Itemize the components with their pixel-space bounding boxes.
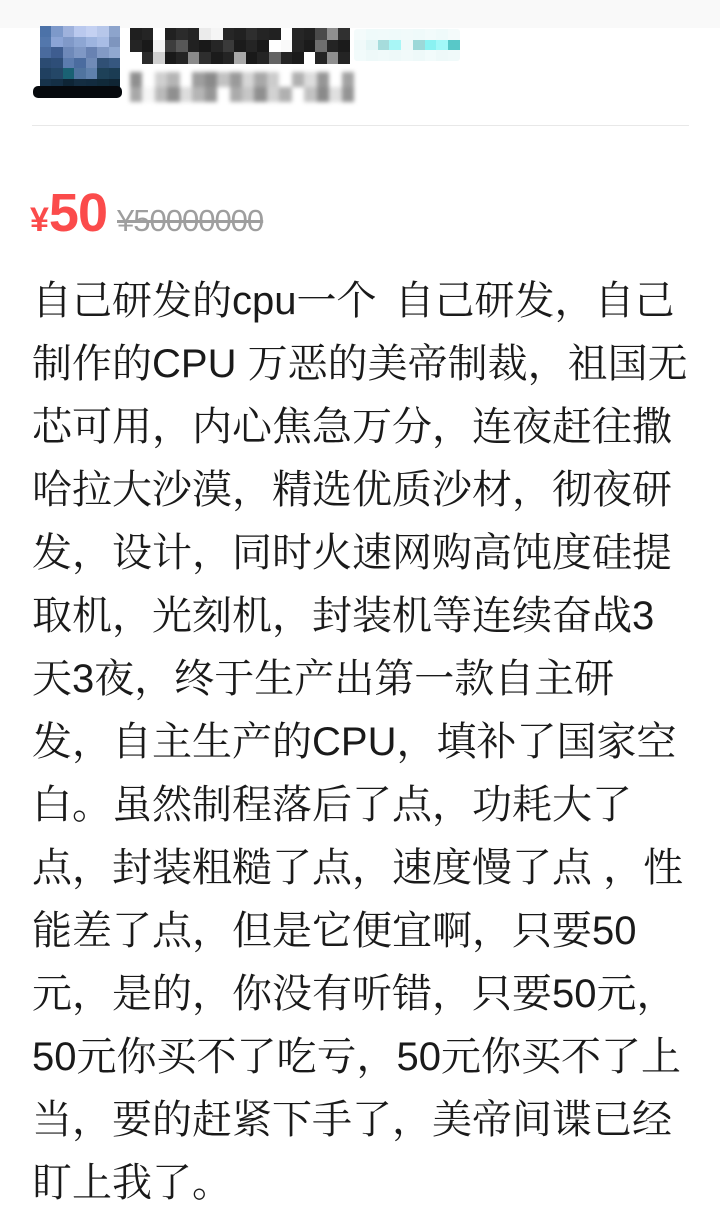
price-row xyxy=(0,182,720,244)
avatar-pixelated-image xyxy=(40,26,120,89)
listing-title: 自己研发的cpu一个 xyxy=(32,279,377,323)
listing-description-text: 自己研发，自己制作的CPU 万恶的美帝制裁，祖国无芯可用，内心焦急万分，连夜赶往撒哈拉大沙漠，精选优质沙材，彻夜研发，设计，同时火速网购高饨度硅提取机，光刻机，封装机等连续奋战3天3夜，终于生产出第一款自主研发，自主生产的CPU，填补了国家空白。虽然制程落后了点，功耗大了点，封装粗糙了点，速度慢了点 ，性能差了点，但是它便宜啊，只要50元，是的，你没有听错，只要50元，50元你买不了吃亏，50元你买不了上当，要的赶紧下手了，美帝间谍已经盯上我了。 xyxy=(32,279,688,1205)
price-currency-symbol: ¥ xyxy=(30,201,49,239)
seller-header xyxy=(0,28,720,125)
seller-username-censored[interactable] xyxy=(130,28,350,64)
avatar-laptop-base xyxy=(33,86,122,98)
seller-badge-censored xyxy=(354,29,460,61)
price-amount: 50 xyxy=(48,183,107,243)
listing-description xyxy=(0,270,720,1215)
publish-info-censored xyxy=(130,72,354,102)
top-status-strip xyxy=(0,0,720,28)
seller-avatar[interactable] xyxy=(40,26,120,100)
price-original-strikethrough: ¥50000000 xyxy=(117,203,264,238)
header-divider xyxy=(32,125,689,126)
